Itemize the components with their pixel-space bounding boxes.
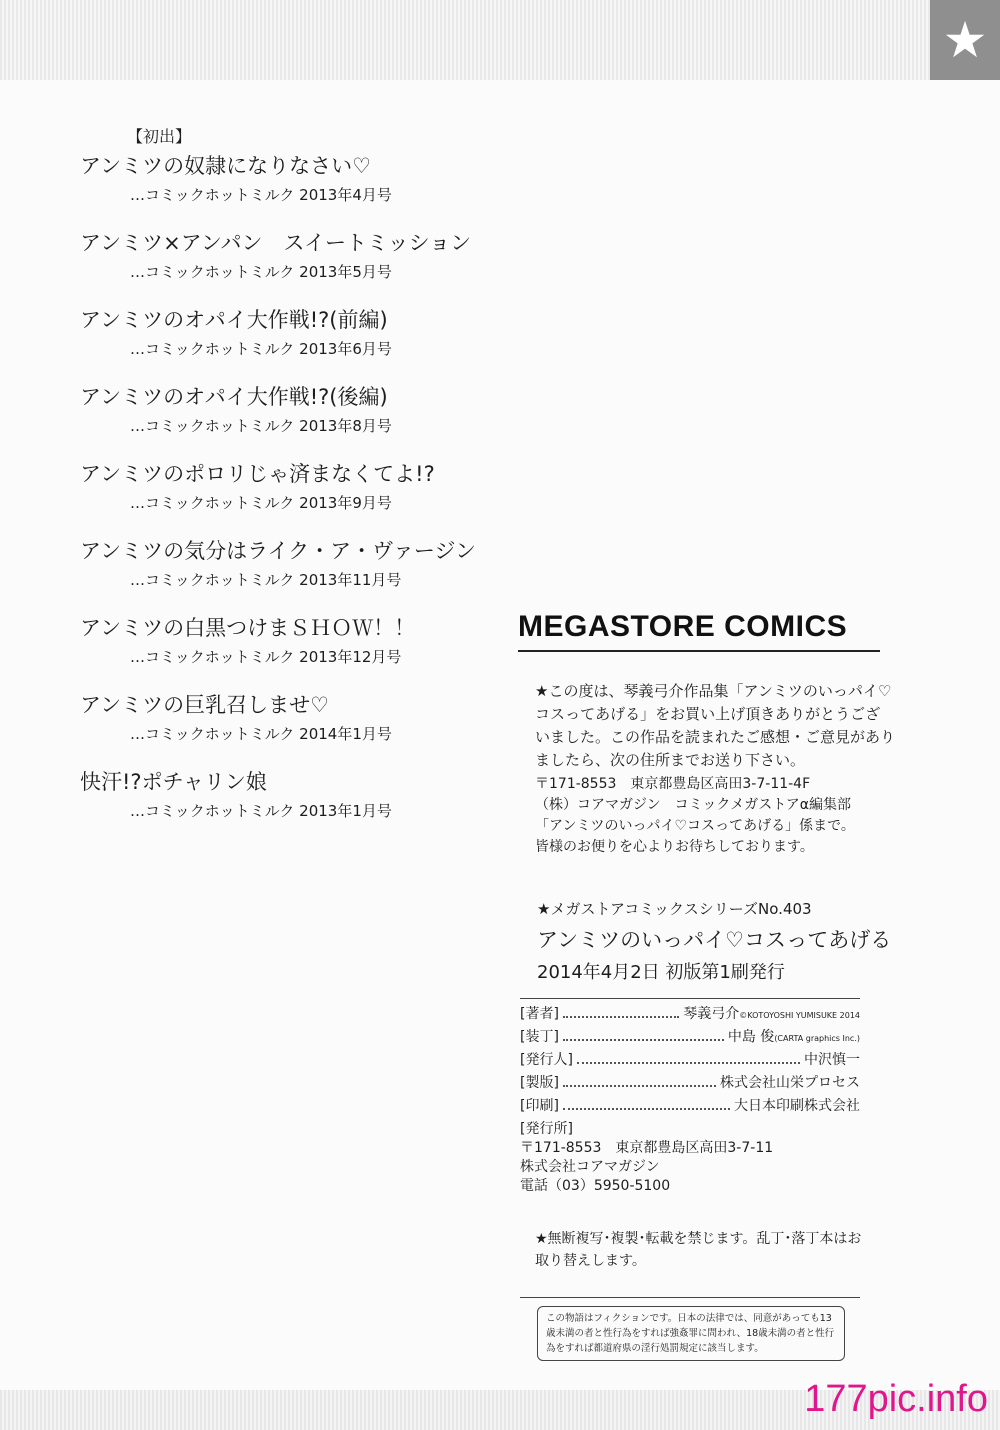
- credit-row-publisher-person: [520, 1049, 860, 1072]
- publication-date: 2014年4月2日 初版第1刷発行: [537, 962, 785, 983]
- credit-row-print: [520, 1095, 860, 1118]
- toc-entry: [80, 535, 520, 590]
- toc-entry-source: …コミックホットミルク 2013年6月号: [130, 340, 392, 358]
- credits-block: [520, 998, 860, 1196]
- toc-entry: [80, 304, 520, 359]
- leader-dots: [563, 1108, 730, 1110]
- top-texture-band: [0, 0, 930, 80]
- toc-entry-title: アンミツのオパイ大作戦!?(後編): [80, 385, 388, 409]
- reader-message: ★この度は、琴義弓介作品集「アンミツのいっパイ♡コスってあげる」をお買い上げ頂きありがとうございました。この作品を読まれたご感想・ご意見がありましたら、次の住所までお送り下さい。: [535, 682, 896, 769]
- toc-entry-title: アンミツのオパイ大作戦!?(前編): [80, 308, 388, 332]
- credit-value: 株式会社山栄プロセス: [720, 1075, 860, 1091]
- toc-entry: [80, 689, 520, 744]
- credit-key: [製版]: [520, 1075, 559, 1091]
- corner-star-tab: [930, 0, 1000, 80]
- legal-notice: この物語はフィクションです。日本の法律では、同意があっても13歳未満の者と性行為をすれば強姦罪に問われ、18歳未満の者と性行為をすれば都道府県の淫行処罰規定に該当します。: [537, 1306, 845, 1361]
- address-line: 〒171-8553 東京都豊島区高田3-7-11-4F: [535, 776, 811, 792]
- toc-entry-source: …コミックホットミルク 2013年12月号: [130, 648, 402, 666]
- toc-entry-source: …コミックホットミルク 2013年4月号: [130, 186, 392, 204]
- credit-value: 琴義弓介©KOTOYOSHI YUMISUKE 2014: [683, 1006, 860, 1022]
- credit-row-plate: [520, 1072, 860, 1095]
- divider: [520, 1297, 860, 1298]
- leader-dots: [577, 1062, 800, 1064]
- toc-entry-title: アンミツの気分はライク・ア・ヴァージン: [80, 539, 476, 563]
- copy-ban-note: ★無断複写･複製･転載を禁じます。乱丁･落丁本はお取り替えします。: [535, 1231, 862, 1269]
- publisher-name: 株式会社コアマガジン: [520, 1159, 660, 1175]
- toc-entry-title: アンミツ×アンパン スイートミッション: [80, 231, 472, 255]
- watermark: 177pic.info: [804, 1378, 988, 1420]
- credit-value: 中島 俊(CARTA graphics Inc.): [727, 1029, 860, 1045]
- leader-dots: [563, 1039, 724, 1041]
- toc-entry-source: …コミックホットミルク 2013年11月号: [130, 571, 402, 589]
- closing-note: 皆様のお便りを心よりお待ちしております。: [535, 839, 814, 855]
- book-title: アンミツのいっパイ♡コスってあげる: [537, 928, 892, 952]
- leader-dots: [563, 1016, 679, 1018]
- toc-entry: [80, 612, 520, 667]
- credit-note: (CARTA graphics Inc.): [774, 1034, 860, 1043]
- credit-note: ©KOTOYOSHI YUMISUKE 2014: [739, 1011, 860, 1020]
- credit-row-author: [520, 1003, 860, 1026]
- toc-entry: [80, 766, 520, 821]
- mail-address: [535, 774, 905, 837]
- credit-key: [発行人]: [520, 1052, 573, 1068]
- publisher-key: [発行所]: [520, 1121, 573, 1137]
- toc-entry: [80, 381, 520, 436]
- toc-entry-title: アンミツの白黒つけまＳＨＯＷ！！: [80, 616, 416, 640]
- address-line: （株）コアマガジン コミックメガストアα編集部: [535, 797, 852, 813]
- toc-entry-title: アンミツのポロリじゃ済まなくてよ!?: [80, 462, 435, 486]
- toc-heading: 【初出】: [127, 127, 192, 146]
- credit-value: 中沢慎一: [804, 1052, 860, 1068]
- toc-entry-source: …コミックホットミルク 2013年9月号: [130, 494, 392, 512]
- toc-entry-title: アンミツの巨乳召しませ♡: [80, 693, 329, 717]
- toc-entry-source: …コミックホットミルク 2014年1月号: [130, 725, 392, 743]
- address-line: 「アンミツのいっパイ♡コスってあげる」係まで。: [535, 818, 855, 834]
- credit-value: 大日本印刷株式会社: [734, 1098, 860, 1114]
- toc-entry-source: …コミックホットミルク 2013年5月号: [130, 263, 392, 281]
- toc-entry: [80, 150, 520, 205]
- credit-row-design: [520, 1026, 860, 1049]
- publisher-block: [520, 1120, 860, 1196]
- credit-key: [装丁]: [520, 1029, 559, 1045]
- toc-entry-source: …コミックホットミルク 2013年1月号: [130, 802, 392, 820]
- toc-entry: [80, 227, 520, 282]
- toc-entry-source: …コミックホットミルク 2013年8月号: [130, 417, 392, 435]
- publisher-logo: MEGASTORE COMICS: [518, 610, 880, 652]
- credit-key: [著者]: [520, 1006, 559, 1022]
- publisher-tel: 電話（03）5950-5100: [520, 1178, 671, 1194]
- publisher-address: 〒171-8553 東京都豊島区高田3-7-11: [520, 1140, 774, 1156]
- toc-entry-title: 快汗!?ポチャリン娘: [80, 770, 267, 794]
- toc-entry: [80, 458, 520, 513]
- toc-entry-title: アンミツの奴隷になりなさい♡: [80, 154, 371, 178]
- leader-dots: [563, 1085, 716, 1087]
- credit-key: [印刷]: [520, 1098, 559, 1114]
- star-icon: ★: [942, 11, 988, 69]
- series-number: ★メガストアコミックスシリーズNo.403: [537, 900, 812, 918]
